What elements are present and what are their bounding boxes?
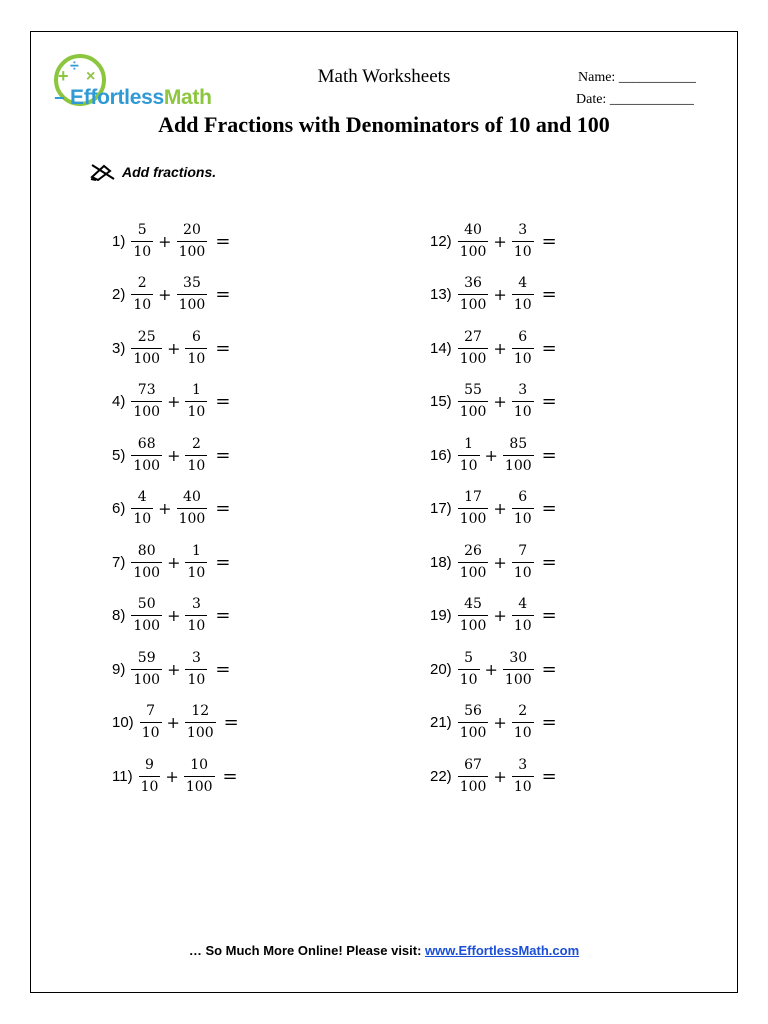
fraction-bar — [512, 348, 534, 349]
problem-number: 21) — [430, 714, 452, 731]
fraction-second — [512, 703, 534, 742]
problem-number: 20) — [430, 660, 452, 678]
svg-text:÷: ÷ — [70, 58, 79, 75]
denominator: 100 — [133, 350, 161, 367]
equals-sign: = — [215, 605, 231, 626]
fraction-bar — [512, 562, 534, 563]
fraction-second — [177, 275, 208, 314]
plus-sign: + — [167, 552, 181, 572]
fraction-bar — [140, 722, 162, 723]
problem-number: 2) — [112, 286, 126, 303]
equals-sign: = — [541, 230, 557, 252]
numerator: 73 — [137, 382, 156, 398]
numerator: 2 — [518, 703, 528, 719]
plus-sign: + — [493, 285, 507, 304]
numerator: 6 — [518, 328, 528, 345]
denominator: 100 — [459, 297, 487, 313]
fraction-bar — [177, 241, 208, 242]
equals-sign: = — [215, 444, 231, 466]
denominator: 10 — [513, 725, 532, 741]
fraction-bar — [131, 241, 153, 242]
problem-row — [112, 325, 230, 371]
denominator: 10 — [187, 457, 206, 474]
fraction-bar — [131, 508, 153, 509]
equals-sign: = — [541, 551, 557, 573]
numerator: 10 — [190, 756, 209, 773]
fraction-first — [458, 436, 480, 475]
numerator: 5 — [464, 649, 474, 666]
denominator: 100 — [185, 778, 213, 795]
plus-sign: + — [166, 713, 180, 732]
worksheets-heading: Math Worksheets — [317, 66, 451, 87]
denominator: 10 — [513, 511, 532, 527]
numerator: 20 — [183, 221, 201, 238]
fraction-second — [184, 757, 215, 796]
denominator: 10 — [187, 404, 206, 420]
denominator: 10 — [459, 671, 478, 688]
numerator: 40 — [464, 221, 482, 238]
numerator: 7 — [146, 703, 156, 719]
denominator: 100 — [459, 511, 487, 527]
plus-sign: + — [167, 445, 181, 465]
plus-sign: + — [493, 606, 507, 625]
numerator: 4 — [518, 275, 528, 291]
fraction-first — [458, 329, 489, 368]
problem-number: 10) — [112, 714, 134, 731]
fraction-first — [458, 222, 489, 261]
numerator: 80 — [137, 542, 156, 559]
equals-sign: = — [215, 284, 231, 305]
fraction-bar — [131, 562, 162, 563]
problem-number: 14) — [430, 339, 452, 357]
problem-number: 6) — [112, 500, 126, 517]
plus-sign: + — [158, 499, 172, 518]
svg-text:+: + — [58, 66, 69, 86]
denominator: 10 — [513, 243, 532, 260]
fraction-bar — [131, 294, 153, 295]
fraction-first — [140, 703, 162, 742]
fraction-bar — [458, 348, 489, 349]
fraction-bar — [185, 722, 216, 723]
equals-sign: = — [215, 337, 231, 359]
fraction-bar — [512, 241, 534, 242]
plus-sign: + — [167, 392, 181, 411]
numerator: 26 — [464, 542, 482, 559]
fraction-second — [512, 382, 534, 421]
logo-wordmark: EffortlessMath — [70, 86, 212, 109]
problem-row — [430, 325, 557, 371]
denominator: 10 — [513, 778, 532, 795]
date-field-label: Date: ____________ — [576, 92, 694, 107]
problem-row — [430, 593, 557, 639]
numerator: 12 — [191, 703, 210, 719]
problem-number: 13) — [430, 286, 452, 303]
plus-sign: + — [493, 713, 507, 732]
fraction-first — [139, 757, 161, 796]
denominator: 10 — [133, 511, 152, 527]
equals-sign: = — [541, 605, 557, 626]
fraction-second — [185, 382, 207, 421]
numerator: 59 — [137, 649, 156, 666]
fraction-first — [131, 650, 162, 689]
problem-row — [430, 753, 557, 799]
fraction-bar — [458, 401, 489, 402]
plus-sign: + — [167, 659, 181, 679]
numerator: 25 — [137, 328, 156, 345]
denominator: 10 — [513, 350, 532, 367]
fraction-first — [131, 382, 162, 421]
numerator: 45 — [464, 596, 482, 612]
fraction-second — [512, 596, 534, 635]
fraction-first — [458, 596, 489, 635]
fraction-first — [458, 650, 480, 689]
denominator: 10 — [187, 671, 206, 688]
numerator: 50 — [137, 596, 156, 612]
problem-number: 4) — [112, 393, 126, 410]
problem-number: 7) — [112, 553, 126, 571]
problem-number: 1) — [112, 232, 126, 250]
fraction-second — [512, 489, 534, 528]
denominator: 100 — [133, 671, 161, 688]
equals-sign: = — [215, 391, 231, 412]
numerator: 2 — [137, 275, 147, 291]
problem-number: 15) — [430, 393, 452, 410]
denominator: 100 — [504, 671, 532, 688]
fraction-bar — [458, 455, 480, 456]
equals-sign: = — [541, 391, 557, 412]
fraction-second — [185, 329, 207, 368]
denominator: 100 — [133, 564, 161, 581]
numerator: 56 — [464, 703, 482, 719]
denominator: 100 — [459, 243, 487, 260]
fraction-bar — [512, 294, 534, 295]
fraction-second — [185, 596, 207, 635]
denominator: 100 — [178, 297, 206, 313]
numerator: 35 — [183, 275, 201, 291]
fraction-first — [458, 275, 489, 314]
plus-sign: + — [158, 285, 172, 304]
fraction-bar — [185, 669, 207, 670]
equals-sign: = — [541, 444, 557, 466]
equals-sign: = — [222, 765, 238, 787]
problem-number: 9) — [112, 660, 126, 678]
numerator: 9 — [145, 756, 154, 773]
plus-sign: + — [493, 766, 507, 786]
problem-number: 17) — [430, 500, 452, 517]
problem-row — [430, 379, 557, 425]
fraction-bar — [131, 401, 162, 402]
fraction-bar — [503, 669, 534, 670]
footer-link[interactable]: www.EffortlessMath.com — [425, 943, 580, 958]
problem-row — [112, 272, 230, 318]
fraction-second — [512, 222, 534, 261]
fraction-bar — [185, 455, 207, 456]
problem-row — [112, 379, 230, 425]
denominator: 10 — [513, 297, 532, 313]
fraction-bar — [184, 776, 215, 777]
fraction-bar — [458, 508, 489, 509]
equals-sign: = — [215, 658, 231, 680]
equals-sign: = — [541, 498, 557, 519]
fraction-second — [512, 275, 534, 314]
problem-row — [112, 700, 239, 746]
fraction-first — [131, 596, 162, 635]
numerator: 55 — [464, 382, 482, 398]
numerator: 1 — [191, 542, 201, 559]
fraction-bar — [512, 776, 534, 777]
fraction-second — [512, 543, 534, 582]
plus-sign: + — [493, 552, 507, 572]
fraction-bar — [512, 615, 534, 616]
problem-number: 5) — [112, 446, 126, 464]
fraction-bar — [185, 348, 207, 349]
fraction-first — [131, 329, 162, 368]
fraction-bar — [185, 615, 207, 616]
plus-sign: + — [493, 392, 507, 411]
fraction-bar — [131, 455, 162, 456]
problem-number: 22) — [430, 767, 452, 785]
fraction-second — [512, 329, 534, 368]
plus-sign: + — [493, 499, 507, 518]
denominator: 10 — [187, 618, 206, 634]
numerator: 4 — [518, 596, 528, 612]
equals-sign: = — [541, 658, 557, 680]
denominator: 10 — [133, 243, 152, 260]
fraction-first — [131, 543, 162, 582]
equals-sign: = — [541, 765, 557, 787]
denominator: 10 — [133, 297, 152, 313]
numerator: 67 — [464, 756, 482, 773]
numerator: 6 — [518, 489, 528, 505]
numerator: 6 — [191, 328, 201, 345]
fraction-first — [458, 543, 489, 582]
denominator: 100 — [133, 618, 161, 634]
plus-sign: + — [167, 338, 181, 358]
fraction-first — [458, 703, 489, 742]
fraction-bar — [458, 722, 489, 723]
fraction-bar — [458, 241, 489, 242]
fraction-second — [503, 650, 534, 689]
fraction-bar — [131, 669, 162, 670]
instruction-text: Add fractions. — [122, 164, 217, 180]
equals-sign: = — [541, 337, 557, 359]
fraction-bar — [131, 615, 162, 616]
svg-text:−: − — [54, 88, 65, 108]
denominator: 100 — [504, 457, 532, 474]
plus-sign: + — [484, 659, 498, 679]
numerator: 3 — [191, 649, 201, 666]
problem-row — [430, 218, 557, 264]
svg-text:×: × — [86, 68, 96, 85]
fraction-second — [185, 543, 207, 582]
denominator: 10 — [459, 457, 478, 474]
problem-number: 11) — [112, 767, 133, 785]
fraction-bar — [512, 401, 534, 402]
numerator: 17 — [464, 489, 482, 505]
fraction-bar — [458, 562, 489, 563]
fraction-first — [131, 436, 162, 475]
fraction-second — [177, 222, 208, 261]
problem-row — [112, 539, 230, 585]
fraction-bar — [458, 669, 480, 670]
fraction-bar — [458, 294, 489, 295]
pencil-icon — [90, 163, 116, 181]
fraction-bar — [458, 776, 489, 777]
denominator: 100 — [186, 725, 214, 741]
fraction-second — [185, 436, 207, 475]
fraction-second — [185, 703, 216, 742]
equals-sign: = — [223, 712, 239, 733]
denominator: 100 — [459, 404, 487, 420]
instruction — [90, 163, 216, 181]
denominator: 10 — [513, 404, 532, 420]
fraction-first — [458, 489, 489, 528]
fraction-bar — [458, 615, 489, 616]
numerator: 3 — [518, 756, 528, 773]
fraction-bar — [177, 508, 208, 509]
plus-sign: + — [165, 766, 179, 786]
numerator: 3 — [518, 382, 528, 398]
numerator: 27 — [464, 328, 482, 345]
problem-row — [430, 539, 557, 585]
problem-row — [112, 646, 230, 692]
denominator: 100 — [133, 404, 161, 420]
plus-sign: + — [493, 231, 507, 251]
plus-sign: + — [167, 606, 181, 625]
fraction-bar — [177, 294, 208, 295]
problem-number: 19) — [430, 607, 452, 624]
fraction-bar — [131, 348, 162, 349]
denominator: 100 — [459, 618, 487, 634]
denominator: 10 — [513, 618, 532, 634]
fraction-bar — [512, 508, 534, 509]
problem-number: 12) — [430, 232, 452, 250]
denominator: 100 — [133, 457, 161, 474]
denominator: 100 — [178, 243, 206, 260]
denominator: 10 — [513, 564, 532, 581]
numerator: 68 — [137, 435, 156, 452]
problem-row — [430, 646, 557, 692]
numerator: 1 — [464, 435, 474, 452]
problem-number: 3) — [112, 339, 126, 357]
fraction-bar — [512, 722, 534, 723]
problem-row — [112, 753, 238, 799]
name-field-label: Name: ___________ — [578, 70, 696, 85]
numerator: 4 — [137, 489, 147, 505]
plus-sign: + — [484, 445, 498, 465]
equals-sign: = — [215, 230, 231, 252]
problem-row — [112, 593, 230, 639]
problem-number: 16) — [430, 446, 452, 464]
denominator: 100 — [459, 350, 487, 367]
denominator: 100 — [459, 564, 487, 581]
numerator: 1 — [191, 382, 201, 398]
fraction-first — [131, 489, 153, 528]
fraction-first — [131, 275, 153, 314]
problem-row — [430, 486, 557, 532]
problem-number: 8) — [112, 607, 126, 624]
numerator: 40 — [183, 489, 201, 505]
problem-row — [112, 432, 230, 478]
fraction-bar — [139, 776, 161, 777]
fraction-second — [512, 757, 534, 796]
plus-sign: + — [158, 231, 172, 251]
numerator: 3 — [518, 221, 528, 238]
plus-sign: + — [493, 338, 507, 358]
fraction-bar — [503, 455, 534, 456]
denominator: 10 — [187, 350, 206, 367]
problem-number: 18) — [430, 553, 452, 571]
problem-row — [430, 432, 557, 478]
numerator: 36 — [464, 275, 482, 291]
fraction-second — [177, 489, 208, 528]
fraction-second — [185, 650, 207, 689]
fraction-first — [458, 382, 489, 421]
fraction-first — [458, 757, 489, 796]
denominator: 100 — [459, 778, 487, 795]
problem-row — [112, 486, 230, 532]
problem-row — [112, 218, 230, 264]
equals-sign: = — [215, 498, 231, 519]
denominator: 10 — [187, 564, 206, 581]
denominator: 100 — [178, 511, 206, 527]
numerator: 85 — [509, 435, 528, 452]
footer — [0, 943, 768, 958]
numerator: 3 — [191, 596, 201, 612]
equals-sign: = — [541, 284, 557, 305]
equals-sign: = — [215, 551, 231, 573]
fraction-first — [131, 222, 153, 261]
numerator: 7 — [518, 542, 528, 559]
denominator: 100 — [459, 725, 487, 741]
worksheet-title: Add Fractions with Denominators of 10 and 100 — [158, 112, 610, 137]
problem-row — [430, 272, 557, 318]
fraction-bar — [185, 401, 207, 402]
numerator: 5 — [137, 221, 147, 238]
footer-text: … So Much More Online! Please visit: — [188, 943, 426, 958]
denominator: 10 — [140, 778, 159, 795]
equals-sign: = — [541, 712, 557, 733]
numerator: 30 — [509, 649, 528, 666]
fraction-bar — [185, 562, 207, 563]
denominator: 10 — [141, 725, 160, 741]
fraction-second — [503, 436, 534, 475]
problem-row — [430, 700, 557, 746]
numerator: 2 — [191, 435, 201, 452]
